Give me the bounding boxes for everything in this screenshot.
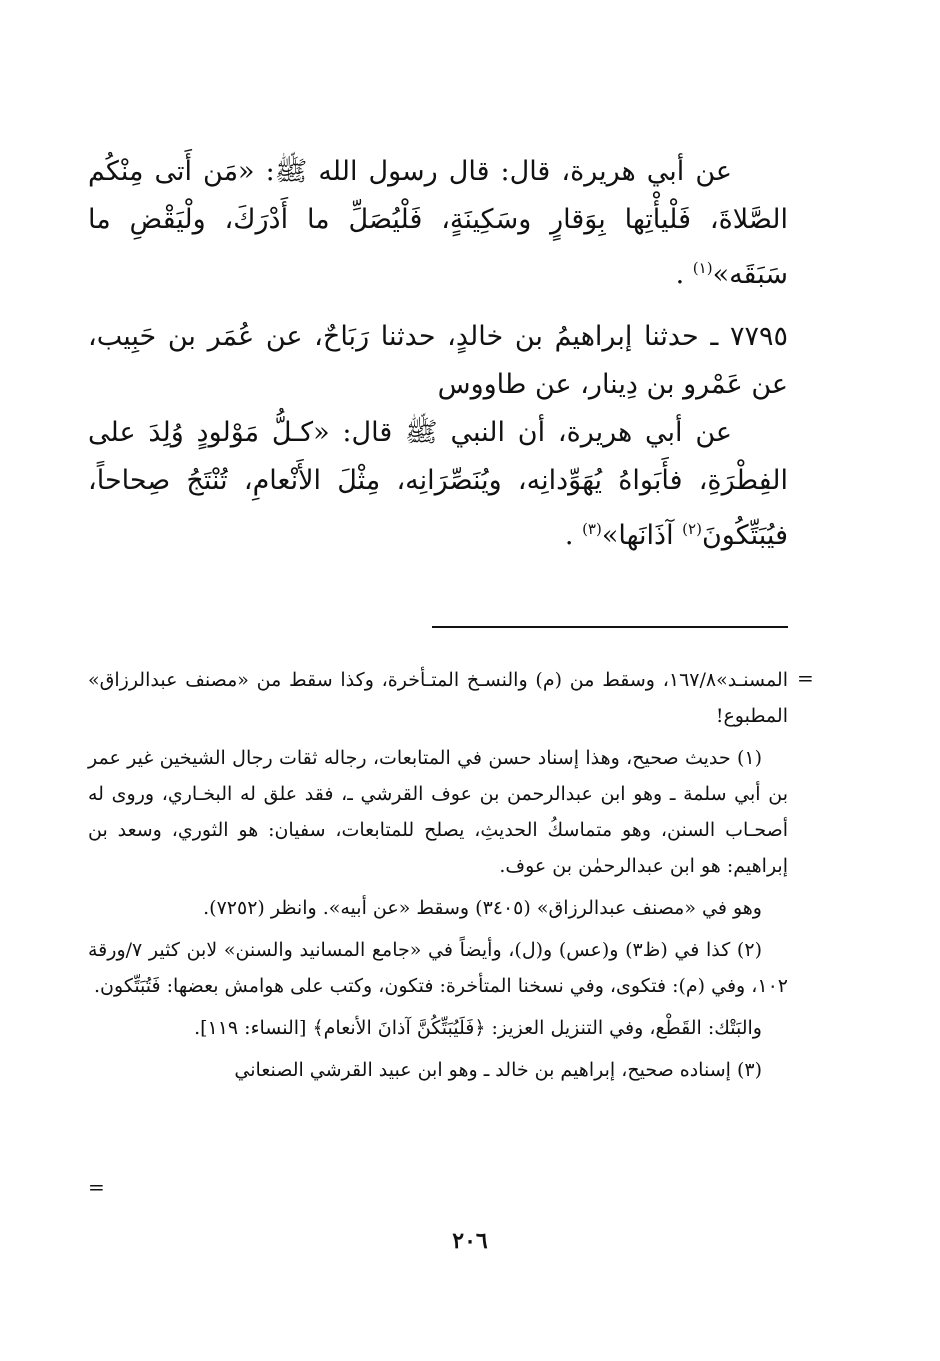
footnotes: [88, 662, 788, 1094]
footnote-3: (٣) إسناده صحيح، إبراهيم بن خالد ـ وهو ابن عبيد القرشي الصنعاني: [234, 1059, 762, 1081]
continuation-mark-top: =: [797, 666, 814, 690]
hadith-2-text: عن أبي هريرة، أن النبي ﷺ قال: «كـلُّ مَوْلودٍ وُلِدَ على الفِطْرَةِ، فأَبَواهُ يُهَوِّدانِه، ويُنَصِّرَانِه، مِثْلَ الأَنْعامِ، تُنْتَجُ صِحاحاً، فيُبَتِّكُونَ: [88, 417, 788, 551]
isnad-paragraph-7795: ٧٧٩٥ ـ حدثنا إبراهيمُ بن خالدٍ، حدثنا رَبَاحٌ، عن عُمَر بن حَبِيب، عن عَمْرو بن دِينار، عن طاووس: [88, 321, 788, 400]
footnote-1: (١) حديث صحيح، وهذا إسناد حسن في المتابعات، رجاله ثقات رجال الشيخين غير عمر بن أبي سلمة ـ وهو ابن عبدالرحمن بن عوف القرشي ـ، فقد علق له البخـاري، وروى له أصحـاب السنن، وهو متماسكُ الحديثِ، يصلح للمتابعات، سفيان: هو الثوري، وسعد بن إبراهيم: هو ابن عبدالرحمٰن بن عوف.: [88, 747, 788, 877]
footnote-separator: [432, 626, 788, 628]
continuation-mark-bottom: =: [88, 1175, 105, 1199]
footnote-2-continued: والبَتْك: القَطْع، وفي التنزيل العزيز: ﴿فَلَيُبَتِّكُنَّ آذانَ الأنعام﴾ [النساء: ١١٩].: [194, 1017, 762, 1039]
hadith-1-end: .: [675, 259, 693, 290]
footnote-ref-3: (٣): [582, 520, 602, 538]
hadith-1-text: عن أبي هريرة، قال: قال رسول الله ﷺ: «مَن أَتى مِنْكُم الصَّلاةَ، فَلْيأْتِها بِوَقارٍ وسَكِينَةٍ، فَلْيُصَلِّ ما أَدْرَكَ، ولْيَقْضِ ما سَبَقَه»: [88, 156, 788, 290]
page-number: ٢٠٦: [452, 1228, 488, 1254]
footnote-1-continued: وهو في «مصنف عبدالرزاق» (٣٤٠٥) وسقط «عن أبيه». وانظر (٧٢٥٢).: [203, 897, 762, 919]
hadith-2-end: .: [564, 520, 583, 551]
hadith-paragraph-2: [88, 409, 788, 560]
hadith-paragraph-1: [88, 148, 788, 299]
footnote-2: (٢) كذا في (ظ٣) و(عس) و(ل)، وأيضاً في «جامع المسانيد والسنن» لابن كثير ٧/ورقة ١٠٢، وفي (م): فتكوى، وفي نسخنا المتأخرة: فتكون، وكتب على هوامش بعضها: فَتُبَتِّكون.: [88, 939, 788, 997]
footnote-ref-2: (٢): [682, 520, 702, 538]
footnote-continued: المسنـد»١٦٧/٨، وسقط من (م) والنسـخ المتـأخرة، وكذا سقط من «مصنف عبدالرزاق» المطبوع!: [88, 669, 788, 727]
hadith-2-text-end: آذَانَها»: [601, 520, 683, 551]
main-text: [88, 148, 788, 560]
footnote-ref-1: (١): [692, 259, 713, 277]
